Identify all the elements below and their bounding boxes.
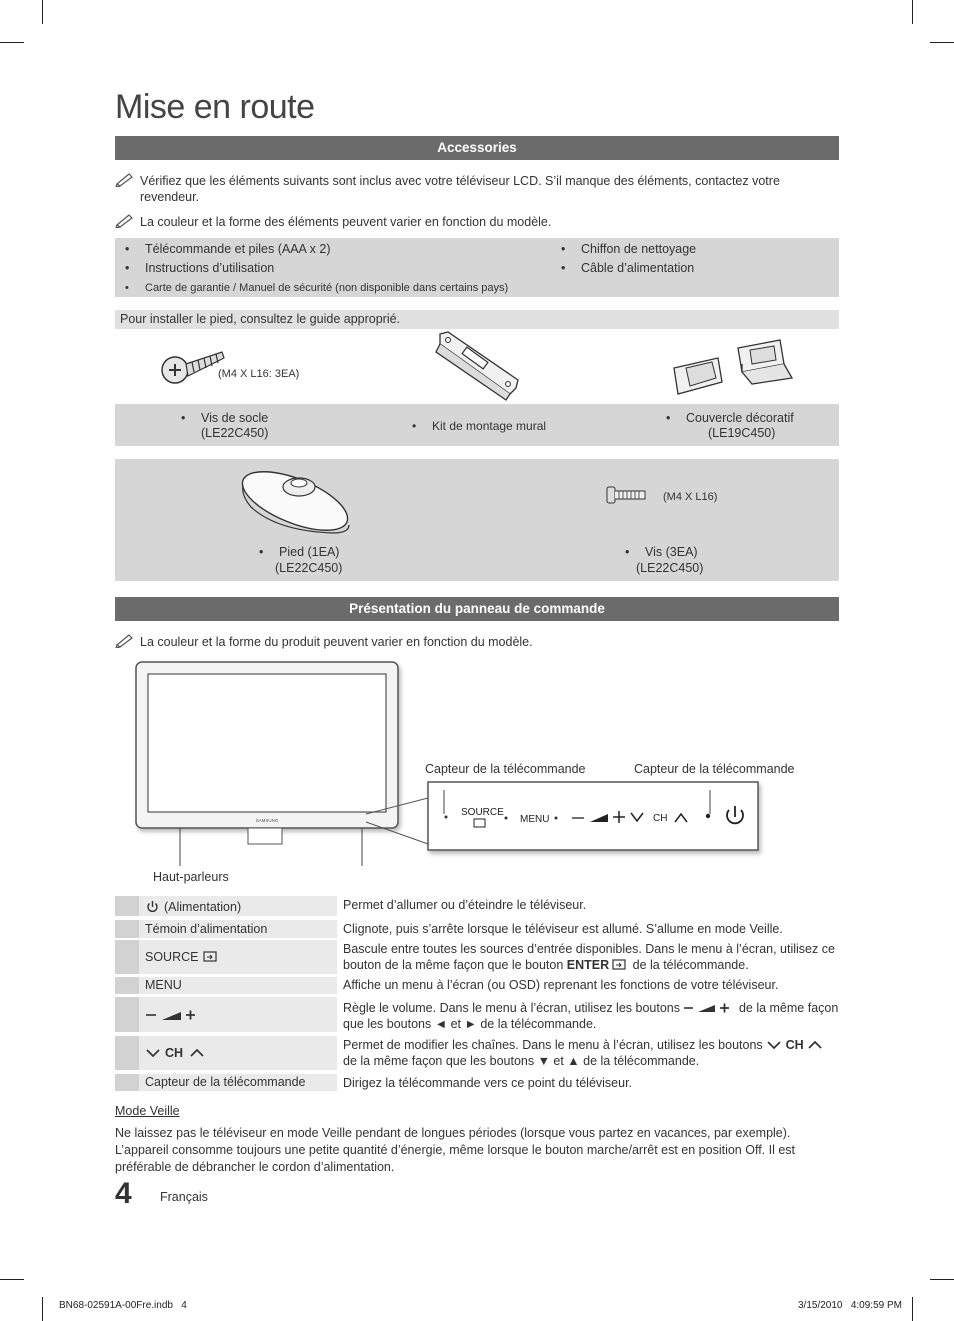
enter-icon — [612, 959, 626, 970]
speakers-label: Haut-parleurs — [153, 870, 229, 884]
list-item: • Télécommande et piles (AAA x 2) — [145, 241, 331, 257]
table-row: Capteur de la télécommande Dirigez la télécommande vers ce point du téléviseur. — [115, 1074, 839, 1093]
part-model: (LE22C450) — [201, 426, 269, 440]
screw-spec: (M4 X L16) — [663, 491, 718, 503]
stand-note: Pour installer le pied, consultez le guide approprié. — [115, 310, 839, 329]
crop-mark — [0, 42, 24, 43]
table-row: Règle le volume. Dans le menu à l’écran, utilisez les boutons de la même façon que les boutons ◄ et ► de la télécommande. — [115, 997, 839, 1034]
panel-header: Présentation du panneau de commande — [115, 597, 839, 621]
screw-spec: (M4 X L16: 3EA) — [218, 368, 300, 380]
channel-down-icon — [766, 1039, 782, 1050]
stand-box — [115, 459, 839, 581]
table-row: MENU Affiche un menu à l’écran (ou OSD) reprenant les fonctions de votre téléviseur. — [115, 977, 839, 996]
pencil-icon — [115, 171, 135, 187]
accessories-note-2: La couleur et la forme des éléments peuvent varier en fonction du modèle. — [115, 214, 839, 230]
table-row: Témoin d’alimentation Clignote, puis s’arrête lorsque le téléviseur est allumé. S’allume en mode Veille. — [115, 920, 839, 940]
crop-mark — [42, 0, 43, 24]
crop-mark — [912, 1297, 913, 1321]
decorative-cover-icon — [668, 338, 798, 398]
list-item: • Chiffon de nettoyage — [581, 241, 696, 257]
accessories-note-1: Vérifiez que les éléments suivants sont inclus avec votre téléviseur LCD. S’il manque des éléments, contactez votre revendeur. — [115, 173, 839, 205]
volume-icon — [145, 1009, 213, 1021]
pencil-icon — [115, 212, 135, 228]
table-row: SOURCE Bascule entre toutes les sources d’entrée disponibles. Dans le menu à l’écran, utilisez ce bouton de la même façon que le bouton ENTER de la télécommande. — [115, 940, 839, 976]
list-item: • Pied (1EA) — [279, 544, 339, 560]
part-model: (LE22C450) — [636, 561, 704, 575]
list-item: • Kit de montage mural — [432, 418, 546, 434]
crop-mark — [0, 1279, 24, 1280]
crop-mark — [930, 42, 954, 43]
channel-down-icon — [145, 1047, 161, 1059]
panel-note: La couleur et la forme du produit peuvent varier en fonction du modèle. — [115, 634, 839, 650]
source-button[interactable]: SOURCE — [461, 807, 504, 818]
sensor-label-1: Capteur de la télécommande — [425, 762, 586, 776]
part-model: (LE19C450) — [708, 426, 776, 440]
page-language: Français — [160, 1190, 208, 1204]
list-item: • Carte de garantie / Manuel de sécurité (non disponible dans certains pays) — [145, 280, 508, 296]
accessories-header: Accessories — [115, 136, 839, 160]
channel-up-icon — [189, 1047, 205, 1059]
brand-logo: SAMSUNG — [255, 818, 279, 823]
crop-mark — [42, 1297, 43, 1321]
stand-screw-icon — [160, 344, 230, 388]
page-number: 4 — [115, 1177, 132, 1210]
list-item: • Vis (3EA) — [645, 544, 698, 560]
pencil-icon — [115, 632, 135, 648]
power-indicator-icon — [706, 814, 710, 818]
table-row: CH Permet de modifier les chaînes. Dans le menu à l’écran, utilisez les boutons CH de la même façon que les boutons ▼ et ▲ de la télécommande. — [115, 1036, 839, 1072]
wall-mount-kit-icon — [430, 330, 525, 402]
crop-mark — [912, 0, 913, 24]
footer-file: BN68-02591A-00Fre.indb 4 — [59, 1300, 187, 1311]
tv-set — [136, 662, 398, 866]
part-model: (LE22C450) — [275, 561, 343, 575]
stand-icon — [237, 463, 357, 538]
list-item: • Vis de socle — [201, 410, 268, 426]
list-item: • Instructions d’utilisation — [145, 260, 274, 276]
source-enter-icon — [203, 951, 217, 962]
crop-mark — [930, 1279, 954, 1280]
remote-sensor-icon — [445, 816, 448, 819]
power-icon — [146, 900, 159, 913]
footer-date: 3/15/2010 4:09:59 PM — [798, 1300, 902, 1311]
table-row: (Alimentation) Permet d’allumer ou d’éteindre le téléviseur. — [115, 896, 839, 918]
list-item: • Couvercle décoratif — [686, 410, 794, 426]
channel-up-icon — [807, 1039, 823, 1050]
stand-screw-small-icon — [605, 485, 649, 505]
page-title: Mise en route — [115, 88, 315, 126]
volume-buttons-icon — [683, 1002, 735, 1013]
standby-text: Ne laissez pas le téléviseur en mode Veille pendant de longues périodes (lorsque vous partez en vacances, par exemple). L’appareil consomme toujours une petite quantité d’énergie, même lorsque le bouton marche/arrêt est en position Off. Il est préférable de débrancher le cordon d’alimentation. — [115, 1126, 796, 1174]
ch-label: CH — [653, 813, 668, 824]
sensor-label-2: Capteur de la télécommande — [634, 762, 795, 776]
parts-box — [115, 404, 839, 446]
standby-title: Mode Veille — [115, 1104, 180, 1118]
accessories-list-box — [115, 238, 839, 297]
list-item: • Câble d’alimentation — [581, 260, 694, 276]
menu-button[interactable]: MENU — [520, 814, 550, 825]
